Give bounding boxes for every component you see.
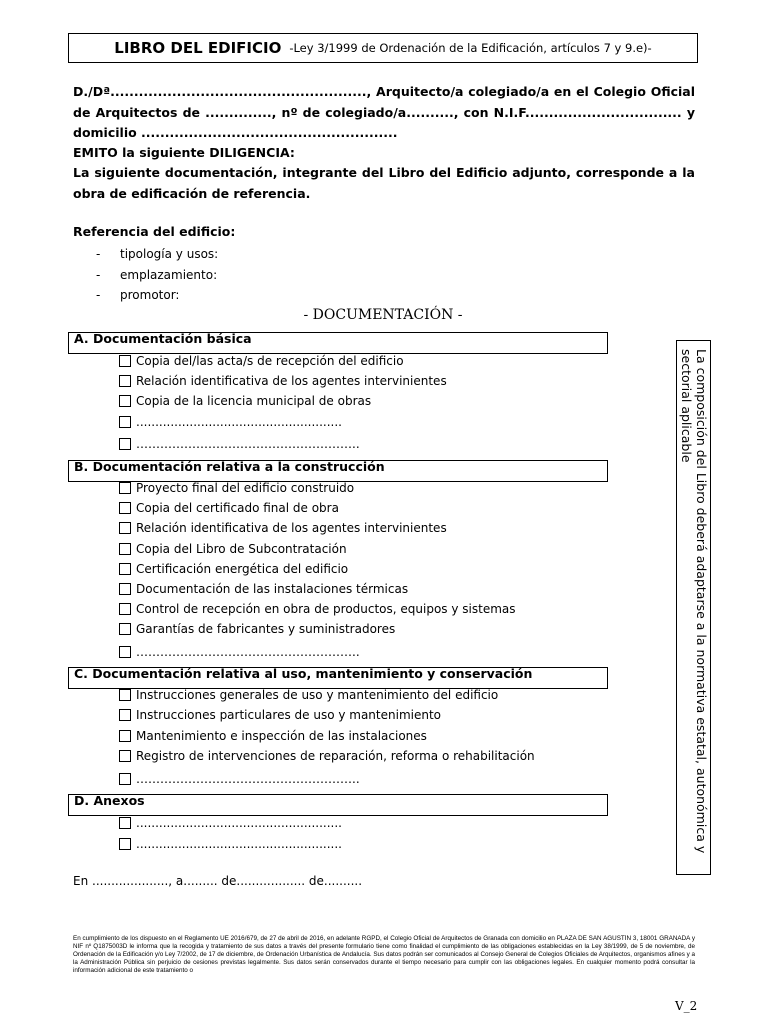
checkbox[interactable] xyxy=(119,563,131,575)
checkbox[interactable] xyxy=(119,730,131,742)
checkbox[interactable] xyxy=(119,646,131,658)
reference-list xyxy=(96,244,218,306)
reference-item: - emplazamiento: xyxy=(96,267,218,282)
diligence-heading: EMITO la siguiente DILIGENCIA: xyxy=(73,145,295,160)
checklist-item[interactable]: Certificación energética del edificio xyxy=(119,560,348,578)
side-note-box xyxy=(676,340,711,875)
checklist-item[interactable]: Copia del Libro de Subcontratación xyxy=(119,540,347,558)
checkbox[interactable] xyxy=(119,522,131,534)
checkbox[interactable] xyxy=(119,583,131,595)
version-label: V_2 xyxy=(675,999,698,1013)
checklist-item[interactable]: Relación identificativa de los agentes intervinientes xyxy=(119,372,447,390)
document-title-box xyxy=(68,33,698,63)
checklist-item[interactable]: ……………………………………………….. xyxy=(119,435,360,453)
checklist-item[interactable]: Mantenimiento e inspección de las instalaciones xyxy=(119,727,427,745)
checklist-item[interactable]: ……………………………………………….. xyxy=(119,770,360,788)
checkbox[interactable] xyxy=(119,543,131,555)
checklist-item[interactable]: Documentación de las instalaciones térmicas xyxy=(119,580,408,598)
checkbox[interactable] xyxy=(119,817,131,829)
document-title: LIBRO DEL EDIFICIO xyxy=(114,39,282,57)
intro-paragraph xyxy=(73,82,695,144)
checklist-item[interactable]: ...................................................... xyxy=(119,814,342,832)
checklist-item[interactable]: Registro de intervenciones de reparación, reforma o rehabilitación xyxy=(119,747,535,765)
section-b-header: B. Documentación relativa a la construcción xyxy=(68,460,608,482)
checklist-item[interactable]: Control de recepción en obra de productos, equipos y sistemas xyxy=(119,600,516,618)
checkbox[interactable] xyxy=(119,838,131,850)
checkbox[interactable] xyxy=(119,623,131,635)
checklist-item[interactable]: Garantías de fabricantes y suministradores xyxy=(119,620,395,638)
checkbox[interactable] xyxy=(119,689,131,701)
privacy-footer: En cumplimiento de los dispuesto en el Reglamento UE 2016/679, de 27 de abril de 2016, en adelante RGPD, el Colegio Oficial de Arquitectos de Granada con domicilio en PLAZA DE SAN AGUSTÍN 3, 18001 GRANADA y NIF nº Q1875003D le informa que la recogida y tratamiento de sus datos a través del presente formulario tiene como finalidad el cumplimiento de las obligaciones establecidas en la Ley 38/1999, de 5 de noviembre, de Ordenación de la Edificación y/o Ley 7/2002, de 17 de diciembre, de Ordenación Urbanística de Andalucía. Sus datos podrán ser comunicados al Consejo General de Colegios Oficiales de Arquitectos, organismos afines y a la Administración Pública sin perjuicio de cesiones previstas legalmente. Sus datos serán conservados durante el tiempo necesario para cumplir con las obligaciones legales. En cualquier momento podrá consultar la información adicional de este tratamiento o xyxy=(73,935,695,974)
section-d-header: D. Anexos xyxy=(68,794,608,816)
document-subtitle: -Ley 3/1999 de Ordenación de la Edificación, artículos 7 y 9.e)- xyxy=(289,41,652,55)
checklist-item[interactable]: ...................................................... xyxy=(119,413,342,431)
checkbox[interactable] xyxy=(119,773,131,785)
section-c-header: C. Documentación relativa al uso, mantenimiento y conservación xyxy=(68,667,608,689)
checklist-item[interactable]: Proyecto final del edificio construido xyxy=(119,479,354,497)
checklist-item[interactable]: Copia de la licencia municipal de obras xyxy=(119,392,371,410)
checklist-item[interactable]: Copia del certificado final de obra xyxy=(119,499,339,517)
reference-item: - tipología y usos: xyxy=(96,247,219,261)
checkbox[interactable] xyxy=(119,709,131,721)
checkbox[interactable] xyxy=(119,375,131,387)
reference-item: - promotor: xyxy=(96,288,180,302)
checklist-item[interactable]: Relación identificativa de los agentes intervinientes xyxy=(119,519,447,537)
checklist-item[interactable]: Instrucciones particulares de uso y mantenimiento xyxy=(119,706,441,724)
checkbox[interactable] xyxy=(119,395,131,407)
documentation-title: - DOCUMENTACIÓN - xyxy=(303,307,463,323)
checkbox[interactable] xyxy=(119,438,131,450)
section-a-header: A. Documentación básica xyxy=(68,332,608,354)
checklist-item[interactable]: ...................................................... xyxy=(119,835,342,853)
side-note: La composición del Libro deberá adaptarse a la normativa estatal, autonómica y sectorial aplicable xyxy=(679,349,709,854)
checklist-item[interactable]: Instrucciones generales de uso y mantenimiento del edificio xyxy=(119,686,498,704)
reference-heading: Referencia del edificio: xyxy=(73,224,236,239)
checkbox[interactable] xyxy=(119,482,131,494)
checkbox[interactable] xyxy=(119,416,131,428)
diligence-statement: La siguiente documentación, integrante del Libro del Edificio adjunto, corresponde a la obra de edificación de referencia. xyxy=(73,165,695,201)
checkbox[interactable] xyxy=(119,603,131,615)
checkbox[interactable] xyxy=(119,750,131,762)
architect-declaration: D./Dª......................................................, Arquitecto/a colegiado/a en el Colegio Oficial de Arquitectos de .............., nº de colegiado/a.........., con N.I.F................................. y domicilio ...................................................... xyxy=(73,84,695,140)
checkbox[interactable] xyxy=(119,502,131,514)
checkbox[interactable] xyxy=(119,355,131,367)
checklist-item[interactable]: Copia del/las acta/s de recepción del edificio xyxy=(119,352,404,370)
date-place-line: En ...................., a......... de.................. de.......... xyxy=(73,874,363,888)
checklist-item[interactable]: ……………………………………………….. xyxy=(119,643,360,661)
